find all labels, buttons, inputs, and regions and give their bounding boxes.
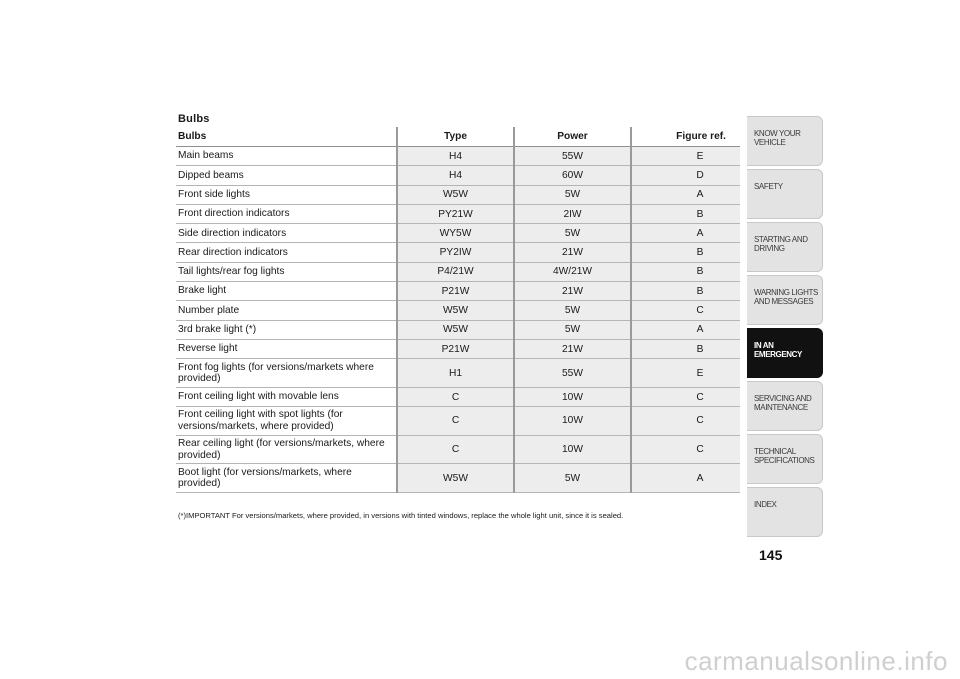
bulb-type-cell: P4/21W [397, 262, 514, 281]
bulb-name-cell: Number plate [176, 301, 397, 320]
bulb-power-cell: 10W [514, 435, 631, 464]
bulb-type-cell: PY21W [397, 204, 514, 223]
table-row [176, 339, 740, 358]
bulb-type-cell: H1 [397, 359, 514, 388]
bulb-power-cell: 10W [514, 407, 631, 436]
table-row [176, 147, 740, 166]
section-tab-servicing-and-maintenance[interactable]: SERVICING AND MAINTENANCE [747, 381, 823, 431]
bulb-name-cell: Tail lights/rear fog lights [176, 262, 397, 281]
table-row [176, 282, 740, 301]
section-tab-know-your-vehicle[interactable]: KNOW YOUR VEHICLE [747, 116, 823, 166]
bulb-type-cell: W5W [397, 185, 514, 204]
table-body [176, 147, 740, 493]
section-tab-index[interactable]: INDEX [747, 487, 823, 537]
bulb-type-cell: W5W [397, 320, 514, 339]
section-tab-in-an-emergency[interactable]: IN AN EMERGENCY [747, 328, 823, 378]
table-row [176, 243, 740, 262]
table-row [176, 464, 740, 493]
bulb-type-cell: P21W [397, 282, 514, 301]
table-row [176, 387, 740, 406]
table-row [176, 359, 740, 388]
table-row [176, 435, 740, 464]
bulb-power-cell: 5W [514, 301, 631, 320]
bulb-type-cell: H4 [397, 147, 514, 166]
figure-ref-cell: B [631, 282, 740, 301]
figure-ref-cell: C [631, 301, 740, 320]
bulb-type-cell: C [397, 387, 514, 406]
bulb-type-cell: P21W [397, 339, 514, 358]
bulb-type-cell: W5W [397, 301, 514, 320]
watermark: carmanualsonline.info [684, 646, 948, 676]
bulb-name-cell: Main beams [176, 147, 397, 166]
figure-ref-cell: E [631, 147, 740, 166]
figure-ref-cell: D [631, 166, 740, 185]
bulb-power-cell: 55W [514, 147, 631, 166]
bulb-type-cell: C [397, 435, 514, 464]
bulb-type-cell: H4 [397, 166, 514, 185]
table-row [176, 262, 740, 281]
bulb-name-cell: 3rd brake light (*) [176, 320, 397, 339]
bulb-power-cell: 5W [514, 224, 631, 243]
table-header-row [176, 127, 740, 147]
table-row [176, 204, 740, 223]
table-row [176, 185, 740, 204]
bulb-name-cell: Front side lights [176, 185, 397, 204]
bulb-power-cell: 55W [514, 359, 631, 388]
bulb-name-cell: Dipped beams [176, 166, 397, 185]
figure-ref-cell: A [631, 224, 740, 243]
page-number: 145 [759, 547, 783, 563]
bulb-name-cell: Brake light [176, 282, 397, 301]
figure-ref-cell: B [631, 262, 740, 281]
figure-ref-cell: C [631, 435, 740, 464]
bulb-name-cell: Front ceiling light with movable lens [176, 387, 397, 406]
footnote: (*)IMPORTANT For versions/markets, where provided, in versions with tinted windows, replace the whole light unit, since it is sealed. [178, 511, 624, 520]
bulb-power-cell: 5W [514, 185, 631, 204]
figure-ref-cell: B [631, 243, 740, 262]
bulb-name-cell: Rear ceiling light (for versions/markets, where provided) [176, 435, 397, 464]
bulb-name-cell: Front fog lights (for versions/markets where provided) [176, 359, 397, 388]
section-tab-technical-specifications[interactable]: TECHNICAL SPECIFICATIONS [747, 434, 823, 484]
section-tab-warning-lights-and-messages[interactable]: WARNING LIGHTS AND MESSAGES [747, 275, 823, 325]
figure-ref-cell: C [631, 387, 740, 406]
bulb-name-cell: Boot light (for versions/markets, where provided) [176, 464, 397, 493]
header-power: Power [514, 127, 631, 147]
bulb-name-cell: Rear direction indicators [176, 243, 397, 262]
table-row [176, 166, 740, 185]
bulb-power-cell: 10W [514, 387, 631, 406]
header-type: Type [397, 127, 514, 147]
figure-ref-cell: E [631, 359, 740, 388]
bulb-name-cell: Side direction indicators [176, 224, 397, 243]
table-row [176, 224, 740, 243]
figure-ref-cell: A [631, 320, 740, 339]
header-bulbs: Bulbs [176, 127, 397, 147]
bulbs-table [176, 127, 740, 493]
bulb-power-cell: 2IW [514, 204, 631, 223]
bulb-power-cell: 5W [514, 464, 631, 493]
bulb-power-cell: 21W [514, 282, 631, 301]
bulb-power-cell: 60W [514, 166, 631, 185]
section-tabs [747, 116, 823, 540]
figure-ref-cell: B [631, 204, 740, 223]
table-row [176, 301, 740, 320]
bulb-power-cell: 21W [514, 243, 631, 262]
bulb-type-cell: W5W [397, 464, 514, 493]
table-row [176, 320, 740, 339]
table-row [176, 407, 740, 436]
section-tab-starting-and-driving[interactable]: STARTING AND DRIVING [747, 222, 823, 272]
bulb-name-cell: Front ceiling light with spot lights (for versions/markets, where provided) [176, 407, 397, 436]
bulb-name-cell: Front direction indicators [176, 204, 397, 223]
bulb-type-cell: C [397, 407, 514, 436]
bulb-power-cell: 5W [514, 320, 631, 339]
bulb-type-cell: WY5W [397, 224, 514, 243]
page-title: Bulbs [178, 113, 210, 125]
figure-ref-cell: C [631, 407, 740, 436]
header-figure-ref: Figure ref. [631, 127, 740, 147]
bulb-power-cell: 21W [514, 339, 631, 358]
bulb-name-cell: Reverse light [176, 339, 397, 358]
bulb-power-cell: 4W/21W [514, 262, 631, 281]
section-tab-safety[interactable]: SAFETY [747, 169, 823, 219]
figure-ref-cell: A [631, 464, 740, 493]
bulb-type-cell: PY2IW [397, 243, 514, 262]
figure-ref-cell: B [631, 339, 740, 358]
figure-ref-cell: A [631, 185, 740, 204]
